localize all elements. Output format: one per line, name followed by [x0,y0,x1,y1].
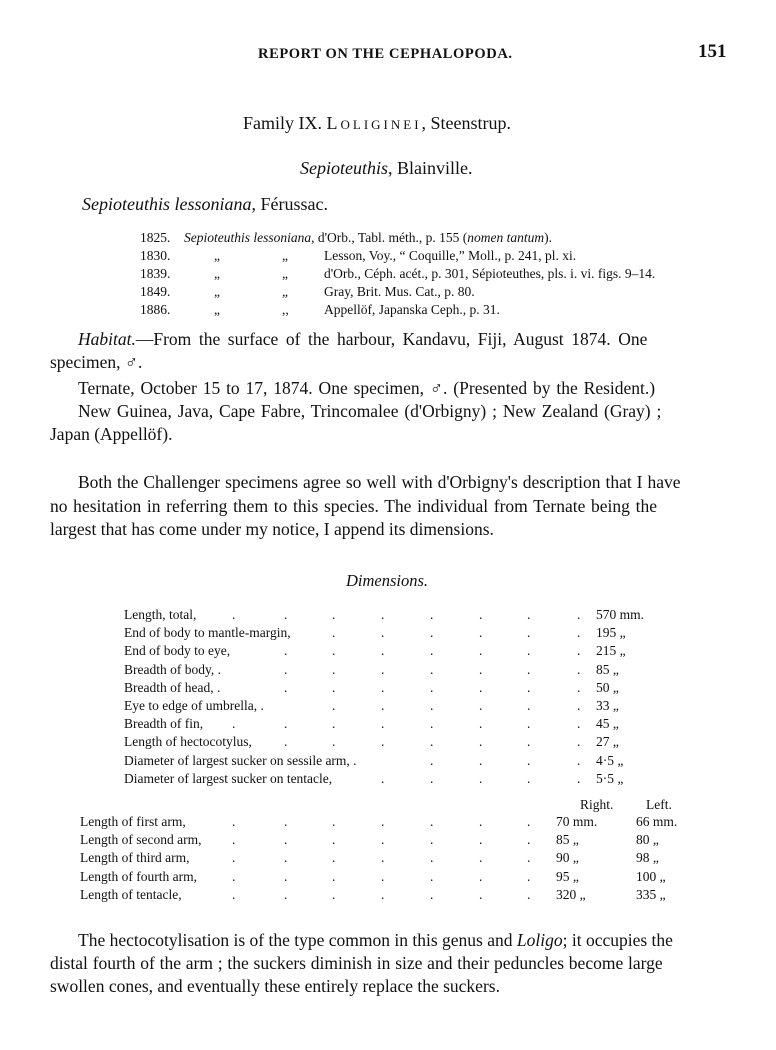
leader-dot: . [284,679,288,695]
leader-dot: . [232,716,236,732]
leader-dot: . [284,832,288,848]
leader-dot: . [381,679,385,695]
arm-left-value: 66 mm. [636,814,678,829]
page-number: 151 [698,41,727,62]
leader-dot: . [479,752,483,768]
dimension-label: Breadth of body, . [124,661,221,677]
dimension-value: 5·5 „ [596,770,624,786]
leader-dot: . [577,643,581,659]
leader-dot: . [479,643,483,659]
leader-dot: . [381,607,385,622]
leader-dot: . [430,734,434,750]
leader-dot: . [232,607,236,622]
dimension-row [0,698,776,716]
dimension-label: Breadth of fin, [124,716,204,732]
leader-dot: . [430,752,434,768]
habitat-line-5: Japan (Appellöf). [50,424,173,444]
leader-dot: . [430,868,434,884]
dimension-value: 570 mm. [596,607,645,622]
leader-dot: . [479,814,483,829]
arm-row [0,814,776,832]
leader-dot: . [479,698,483,713]
habitat-line-1: Habitat.—From the surface of the harbour, Kandavu, Fiji, August 1874. One [78,329,648,349]
leader-dot: . [527,850,531,866]
dimension-row [0,771,776,789]
leader-dot: . [577,607,581,622]
genus-author: , Blainville. [388,158,473,178]
family-heading [243,113,511,134]
leader-dot: . [284,661,288,677]
leader-dot: . [479,734,483,750]
leader-dot: . [332,832,336,848]
dimension-label: Breadth of head, . [124,679,221,695]
leader-dot: . [479,770,483,786]
arm-left-value: 98 „ [636,850,659,866]
leader-dot: . [232,850,236,866]
arm-left-value: 100 „ [636,868,666,884]
dimension-row [0,716,776,734]
leader-dot: . [284,850,288,866]
leader-dot: . [284,643,288,659]
arm-right-value: 95 „ [556,868,579,884]
family-author: , Steenstrup. [421,113,512,133]
dimension-row [0,625,776,643]
dimension-row [0,607,776,625]
leader-dot: . [430,643,434,659]
leader-dot: . [381,868,385,884]
synonymy-entry: 1886. „ ,, Appellöf, Japanska Ceph., p. 31. [140,302,500,317]
leader-dot: . [577,679,581,695]
habitat-line-2: specimen, ♂. [50,352,143,372]
habitat-line-4: New Guinea, Java, Cape Fabre, Trincomalee (d'Orbigny) ; New Zealand (Gray) ; [78,401,662,421]
genus-heading [300,158,473,179]
leader-dot: . [284,814,288,829]
leader-dot: . [332,698,336,713]
dimension-value: 4·5 „ [596,752,624,768]
running-header: REPORT ON THE CEPHALOPODA. [258,46,513,62]
leader-dot: . [332,734,336,750]
leader-dot: . [479,886,483,902]
arm-row [0,887,776,905]
leader-dot: . [284,716,288,732]
dimension-value: 85 „ [596,661,619,677]
dimension-row [0,734,776,752]
dimension-value: 45 „ [596,716,619,732]
leader-dot: . [430,850,434,866]
arm-row [0,832,776,850]
paragraph-line-1: Both the Challenger specimens agree so well with d'Orbigny's description that I have [78,472,681,492]
synonymy-entry: 1830. „ „ Lesson, Voy., “ Coquille,” Moll., p. 241, pl. xi. [140,248,577,263]
leader-dot: . [577,625,581,641]
habitat-line-3: Ternate, October 15 to 17, 1874. One specimen, ♂. (Presented by the Resident.) [78,378,656,398]
leader-dot: . [232,868,236,884]
left-column-header: Left. [646,797,672,812]
leader-dot: . [430,625,434,641]
leader-dot: . [479,868,483,884]
leader-dot: . [479,661,483,677]
genus-name: Sepioteuthis [300,158,388,178]
leader-dot: . [381,661,385,677]
arm-label: Length of first arm, [80,814,186,829]
leader-dot: . [232,832,236,848]
leader-dot: . [479,850,483,866]
leader-dot: . [527,752,531,768]
paragraph2-line-2: distal fourth of the arm ; the suckers diminish in size and their peduncles become large [50,953,663,973]
arm-label: Length of third arm, [80,850,190,866]
dimension-value: 50 „ [596,679,619,695]
leader-dot: . [284,734,288,750]
leader-dot: . [479,716,483,732]
arm-left-value: 80 „ [636,832,659,848]
paragraph-line-3: largest that has come under my notice, I append its dimensions. [50,519,494,539]
leader-dot: . [479,832,483,848]
synonymy-entry: 1849. „ „ Gray, Brit. Mus. Cat., p. 80. [140,284,475,299]
species-name: Sepioteuthis lessoniana [82,194,252,214]
leader-dot: . [430,832,434,848]
leader-dot: . [479,607,483,622]
arm-right-value: 85 „ [556,832,579,848]
dimensions-title: Dimensions. [346,571,429,590]
dimension-label: End of body to eye, [124,643,231,659]
arm-label: Length of tentacle, [80,886,182,902]
leader-dot: . [332,625,336,641]
arm-label: Length of fourth arm, [80,868,197,884]
leader-dot: . [332,679,336,695]
leader-dot: . [527,886,531,902]
leader-dot: . [430,679,434,695]
dimension-row [0,753,776,771]
dimension-value: 195 „ [596,625,626,641]
arm-right-value: 320 „ [556,886,586,902]
dimension-label: Length of hectocotylus, [124,734,252,750]
leader-dot: . [577,770,581,786]
leader-dot: . [381,698,385,713]
arm-row [0,869,776,887]
synonymy-entry: 1839. „ „ d'Orb., Céph. acét., p. 301, Sépioteuthes, pls. i. vi. figs. 9–14. [140,266,656,281]
leader-dot: . [381,625,385,641]
leader-dot: . [430,716,434,732]
leader-dot: . [430,814,434,829]
dimension-label: Diameter of largest sucker on tentacle, [124,770,333,786]
leader-dot: . [479,625,483,641]
leader-dot: . [381,643,385,659]
leader-dot: . [284,886,288,902]
arm-row [0,850,776,868]
leader-dot: . [527,716,531,732]
leader-dot: . [381,734,385,750]
arm-table-header [0,797,776,815]
dimension-value: 215 „ [596,643,626,659]
paragraph2-line-1: The hectocotylisation is of the type common in this genus and Loligo; it occupies the [78,930,673,950]
dimension-label: End of body to mantle-margin, [124,625,291,641]
leader-dot: . [430,698,434,713]
species-heading [82,194,328,215]
family-name: Loliginei [326,113,422,133]
leader-dot: . [232,886,236,902]
leader-dot: . [381,770,385,786]
dimension-label: Eye to edge of umbrella, . [124,698,264,713]
leader-dot: . [332,886,336,902]
leader-dot: . [332,814,336,829]
leader-dot: . [479,679,483,695]
leader-dot: . [527,607,531,622]
leader-dot: . [284,607,288,622]
dimension-row [0,662,776,680]
paragraph-line-2: no hesitation in referring them to this species. The individual from Ternate being the [50,496,657,516]
dimension-row [0,643,776,661]
leader-dot: . [332,850,336,866]
arm-label: Length of second arm, [80,832,202,848]
dimension-value: 33 „ [596,698,619,713]
arm-right-value: 70 mm. [556,814,598,829]
leader-dot: . [527,679,531,695]
leader-dot: . [332,661,336,677]
dimension-label: Length, total, [124,607,197,622]
leader-dot: . [284,868,288,884]
leader-dot: . [381,832,385,848]
leader-dot: . [577,752,581,768]
dimension-label: Diameter of largest sucker on sessile arm, . [124,752,357,768]
leader-dot: . [577,698,581,713]
leader-dot: . [381,814,385,829]
leader-dot: . [527,770,531,786]
dimension-row [0,680,776,698]
arm-right-value: 90 „ [556,850,579,866]
leader-dot: . [430,661,434,677]
leader-dot: . [527,698,531,713]
leader-dot: . [332,607,336,622]
paragraph2-line-3: swollen cones, and eventually these entirely replace the suckers. [50,976,500,996]
synonymy-entry: 1825. Sepioteuthis lessoniana, d'Orb., Tabl. méth., p. 155 (nomen tantum). [140,230,552,245]
leader-dot: . [527,625,531,641]
leader-dot: . [430,770,434,786]
arm-left-value: 335 „ [636,886,666,902]
leader-dot: . [527,661,531,677]
leader-dot: . [381,716,385,732]
leader-dot: . [577,661,581,677]
leader-dot: . [527,868,531,884]
family-prefix: Family IX. [243,113,322,133]
leader-dot: . [381,886,385,902]
leader-dot: . [430,607,434,622]
leader-dot: . [527,814,531,829]
leader-dot: . [527,734,531,750]
leader-dot: . [232,814,236,829]
leader-dot: . [430,886,434,902]
species-author: , Férussac. [251,194,328,214]
leader-dot: . [527,643,531,659]
leader-dot: . [577,716,581,732]
leader-dot: . [332,868,336,884]
leader-dot: . [527,832,531,848]
leader-dot: . [332,643,336,659]
dimension-value: 27 „ [596,734,619,750]
leader-dot: . [381,850,385,866]
leader-dot: . [577,734,581,750]
leader-dot: . [332,716,336,732]
right-column-header: Right. [580,797,614,812]
